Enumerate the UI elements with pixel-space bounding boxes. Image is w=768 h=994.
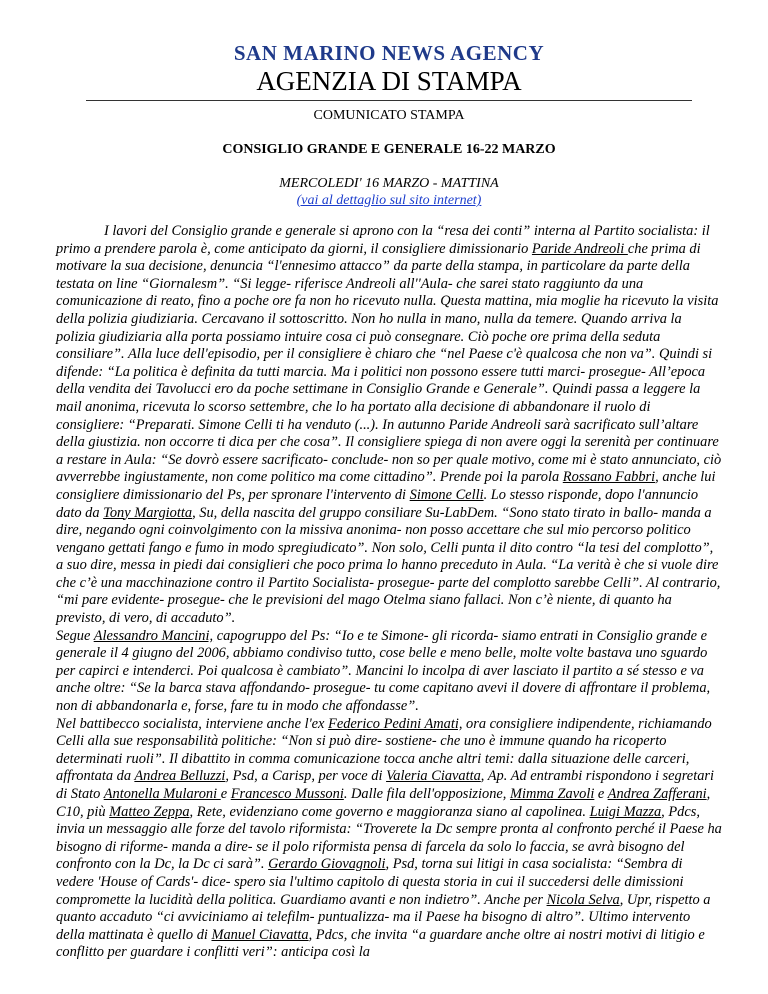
text: , Pdcs, che invita “a guardare anche oltre ai nostri motivi di litigio e conflitto per guardare i conflitti veri”: anticipa così la (56, 926, 705, 961)
person-name: Paride Andreoli (531, 240, 628, 257)
text: , Ap. Ad entrambi rispondono i segretari di Stato (56, 768, 714, 802)
text: e (594, 786, 608, 802)
person-name: Valeria Ciavatta (386, 768, 481, 785)
person-name: Andrea Belluzzi (134, 768, 226, 785)
person-name: Rossano Fabbri (562, 469, 656, 486)
document-title: CONSIGLIO GRANDE E GENERALE 16-22 MARZO (222, 142, 556, 157)
agency-subtitle: AGENZIA DI STAMPA (256, 66, 522, 96)
agency-name: SAN MARINO NEWS AGENCY (233, 41, 545, 65)
paragraph-3 (56, 716, 722, 962)
person-name: Manuel Ciavatta (211, 926, 309, 943)
person-name: Antonella Mularoni (103, 786, 221, 802)
person-name: Federico Pedini Amati, (328, 715, 463, 732)
text: , Pdcs, invia un messaggio alle forze del tavolo riformista: “Troverete la Dc sempre pronta al confronto perché il Paese ha bisogno di riforme- manda a dire- se il polo riformista pensa di farcela da solo lo faccia, se avrà bisogno del confronto con la Dc, la Dc ci sarà”. (56, 803, 722, 873)
person-name: Alessandro Mancini, (93, 627, 214, 644)
text: , Su, della nascita del gruppo consiliare Su-LabDem. “Sono stato tirato in ballo- manda a dire, negando ogni coinvolgimento con la missiva anonima- non posso accettare che sul mio percorso politico vengano gettati fango e fumo in modo spregiudicato”. Non solo, Celli punta il dito contro “la tesi del complotto”, a suo dire, messa in piedi dai consiglieri che poco prima lo hanno preceduto in Aula. “La verità è che si vuole dire che c’è una macchinazione contro il Partito Socialista- prosegue- parte del complotto sarebbe Celli”. Al contrario, “mi pare evidente- prosegue- che le previsioni del mago Otelma siano fallaci. Non c’è niente, di quanto ha previsto, di vero, di accaduto”. (56, 504, 721, 627)
text: , anche lui consigliere dimissionario del Ps, per spronare l'intervento di (56, 469, 716, 503)
text: capogruppo del Ps: “Io e te Simone- gli ricorda- siamo entrati in Consiglio grande e generale il 4 giugno del 2006, abbiamo condiviso tutto, cose belle e meno belle, molte volte bastava uno sguardo per capirci e intenderci. Poi qualcosa è cambiato”. Mancini lo incolpa di aver lasciato il partito a sé stesso e va anche oltre: “Se la barca stava affondando- prosegue- tu come capitano avevi il dovere di affrontare il problema, non di abbandonarla e, forse, fare tu in modo che affondasse”. (56, 627, 711, 715)
text: . Dalle fila dell'opposizione, (343, 786, 510, 802)
person-name: Luigi Mazza (589, 803, 662, 820)
text: che prima di motivare la sua decisione, denuncia “l'ennesimo attacco” da parte della stampa, in particolare da parte della testata on line “Giornalesm”. “Si legge- riferisce Andreoli all''Aula- che sarei stato raggiunto da una comunicazione di reato, fino a poche ore fa non ho ricevuto nulla. Questa mattina, mia moglie ha ricevuto la visita della polizia giudiziaria. Cercavano il sottoscritto. Non ho nulla in mano, nulla da temere. Quando arriva la polizia giudiziaria alla porta possiamo intuire cosa ci può consegnare. Ciò poche ore prima della seduta consiliare”. Alla luce dell'episodio, per il consigliere è chiaro che “nel Paese c'è qualcosa che non va”. Quindi si difende: “La politica è definita da tutti marcia. Ma i politici non possono essere tutti marci- prosegue- All’epoca della vendita dei Tavolucci ero da poche settimane in Consiglio Grande e Generale”. Quindi passa a leggere la mail anonima, ricevuta lo scorso settembre, che lo ha portato alla decisione di abbandonare il ruolo di consigliere: “Preparati. Simone Celli ti ha venduto (...). In autunno Paride Andreoli sarà sacrificato sull’altare della giustizia. non occorre ti dica per che cosa”. Il consigliere spiega di non avere oggi la serenità per continuare a restare in Aula: “Se dovrò essere sacrificato- conclude- non so per quale motivo, come mi è stato annunciato, ciò avverrebbe ingiustamente, non come politico ma come cittadino”. Prende poi la parola (56, 240, 722, 486)
person-name: Francesco Mussoni (230, 786, 344, 802)
text: Nel battibecco socialista, interviene anche l'ex (56, 715, 329, 732)
article-body (56, 223, 722, 962)
text: , C10, più (56, 786, 711, 820)
text: , Psd, torna sui litigi in casa socialista: “Sembra di vedere 'House of Cards'- dice- spero sia l'ultimo capitolo di questa storia in cui il succedersi delle dimissioni compromette la lucidità della politica. Guardiamo avanti e non indietro”. Anche per (56, 856, 684, 908)
paragraph-1 (56, 223, 722, 628)
text: I lavori del Consiglio grande e generale si aprono con la “resa dei conti” interna al Partito socialista: il primo a prendere parola è, come anticipato da giorni, il consigliere dimissionario (56, 223, 710, 257)
person-name: Gerardo Giovagnoli (268, 856, 386, 873)
paragraph-2 (56, 628, 722, 716)
document-page (56, 40, 722, 962)
text: , Psd, a Carisp, per voce di (225, 768, 387, 785)
person-name: Nicola Selva (546, 891, 620, 908)
person-name: Tony Margiotta (103, 504, 193, 521)
text: , Upr, rispetto a quanto accaduto “ci avviciniamo ai telefilm- puntualizza- ma il Paese ha bisogno di altro”. Ultimo intervento della mattinata è quello di (56, 891, 711, 943)
detail-website-link[interactable]: (vai al dettaglio sul sito internet) (296, 193, 482, 208)
text: Segue (56, 627, 94, 644)
person-name: Matteo Zeppa (109, 803, 190, 820)
person-name: Mimma Zavoli (509, 786, 595, 802)
text: . Lo stesso risponde, dopo l'annuncio dato da (56, 486, 699, 521)
text: , Rete, evidenziano come governo e maggioranza siano al capolinea. (189, 803, 590, 820)
press-release-label: COMUNICATO STAMPA (313, 108, 465, 123)
session-date: MERCOLEDI' 16 MARZO - MATTINA (279, 176, 499, 191)
text: ora consigliere indipendente, richiamando Celli alla sue responsabilità politiche: “Non si può dire- sostiene- che uno è immune quando ha ricoperto determinati ruoli”. Il dibattito in comma comunicazione tocca anche altri temi: dalla situazione delle carceri, affrontata da (56, 715, 712, 785)
header-divider (86, 100, 692, 101)
text: e (220, 786, 231, 802)
person-name: Andrea Zafferani (607, 786, 707, 802)
person-name: Simone Celli (409, 486, 484, 503)
